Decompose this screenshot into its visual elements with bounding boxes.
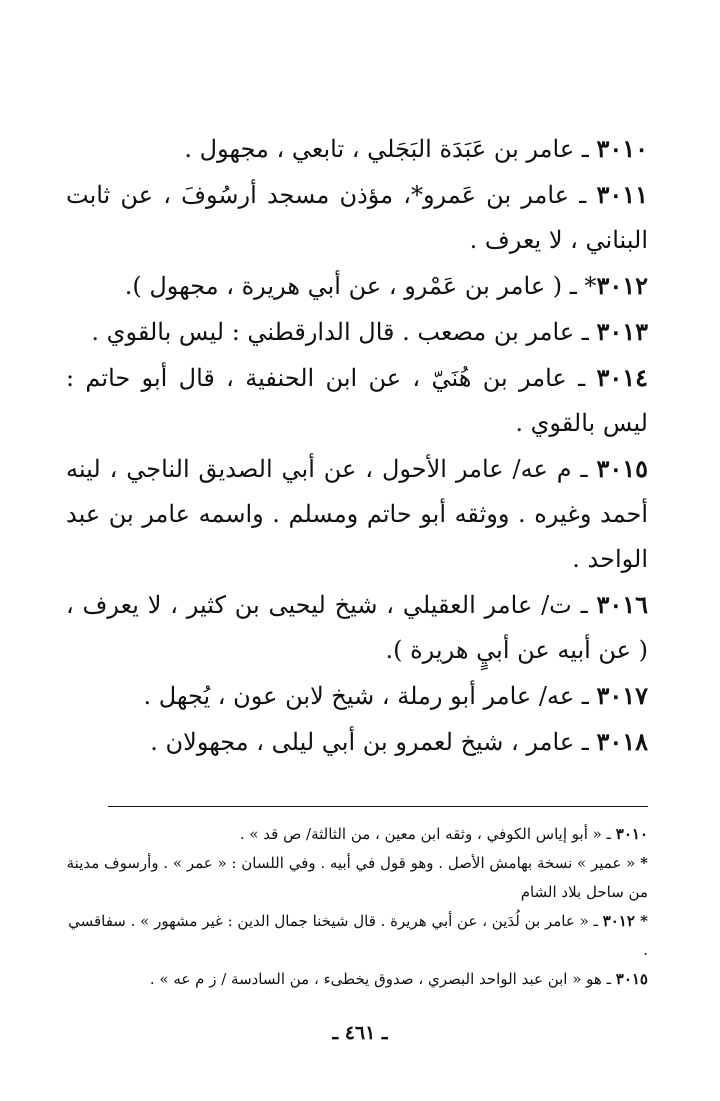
entry-3010 — [66, 126, 648, 172]
footnote-number: ٣٠١٥ — [615, 970, 648, 988]
entry-text: ـ م عه/ عامر الأحول ، عن أبي الصديق الناجي ، لينه أحمد وغيره . ووثقه أبو حاتم ومسلم . واسمه عامر بن عبد الواحد . — [66, 455, 648, 573]
entry-text: * ـ ( عامر بن عَمْرو ، عن أبي هريرة ، مجهول ). — [124, 272, 597, 300]
entry-3011 — [66, 172, 648, 263]
entry-number: ٣٠١٠ — [596, 134, 648, 163]
footnotes — [66, 820, 648, 994]
entry-number: ٣٠١٧ — [596, 681, 648, 710]
entry-text: ـ عامر ، شيخ لعمرو بن أبي ليلى ، مجهولان . — [150, 728, 597, 756]
entry-3014 — [66, 355, 648, 446]
entry-text: ـ عامر بن عَمرو*، مؤذن مسجد أرسُوفَ ، عن ثابت البناني ، لا يعرف . — [66, 181, 648, 254]
entry-number: ٣٠١١ — [596, 180, 648, 209]
entry-3018 — [66, 719, 648, 765]
entry-text: ـ ت/ عامر العقيلي ، شيخ ليحيى بن كثير ، لا يعرف ، ( عن أبيه عن أبيٍ هريرة ). — [66, 591, 648, 664]
entry-3013 — [66, 309, 648, 355]
entries-list — [66, 126, 648, 765]
entry-text: ـ عه/ عامر أبو رملة ، شيخ لابن عون ، يُجهل . — [143, 682, 597, 710]
entry-number: ٣٠١٦ — [596, 590, 648, 619]
footnote — [66, 965, 648, 994]
footnote-number: ٣٠١٠ — [615, 825, 648, 843]
footnote-number: * — [640, 854, 648, 872]
entry-3012 — [66, 263, 648, 309]
footnote-text: ـ « عامر بن لُدَين ، عن أبي هريرة . قال شيخنا جمال الدين : غير مشهور » . سفاقسي . — [68, 912, 648, 959]
footnote-text: ـ « أبو إياس الكوفي ، وثقه ابن معين ، من الثالثة/ ص قد » . — [239, 825, 616, 843]
entry-3016 — [66, 582, 648, 673]
footnote-text: ـ هو « ابن عبد الواحد البصري ، صدوق يخطىء ، من السادسة / ز م عه » . — [149, 970, 616, 988]
entry-number: ٣٠١٨ — [596, 727, 648, 756]
entry-text: ـ عامر بن عَبَدَة البَجَلي ، تابعي ، مجهول . — [184, 135, 597, 163]
entry-number: ٣٠١٥ — [596, 454, 648, 483]
footnote — [66, 907, 648, 965]
entry-number: ٣٠١٤ — [596, 363, 648, 392]
entry-text: ـ عامر بن مصعب . قال الدارقطني : ليس بالقوي . — [91, 318, 597, 346]
footnote-divider — [108, 806, 648, 807]
entry-text: ـ عامر بن هُنَيّ ، عن ابن الحنفية ، قال أبو حاتم : ليس بالقوي . — [66, 364, 648, 437]
footnote — [66, 820, 648, 849]
footnote-text: « عمير » نسخة بهامش الأصل . وهو قول في أبيه . وفي اللسان : « عمر » . وأرسوف مدينة من ساحل بلاد الشام — [66, 854, 648, 901]
footnote — [66, 849, 648, 907]
entry-number: ٣٠١٣ — [596, 317, 648, 346]
entry-3017 — [66, 673, 648, 719]
entry-number: ٣٠١٢ — [596, 271, 648, 300]
page-number: ـ ٤٦١ ـ — [332, 1022, 388, 1044]
entry-3015 — [66, 446, 648, 582]
footnote-number: * ٣٠١٢ — [602, 912, 648, 930]
